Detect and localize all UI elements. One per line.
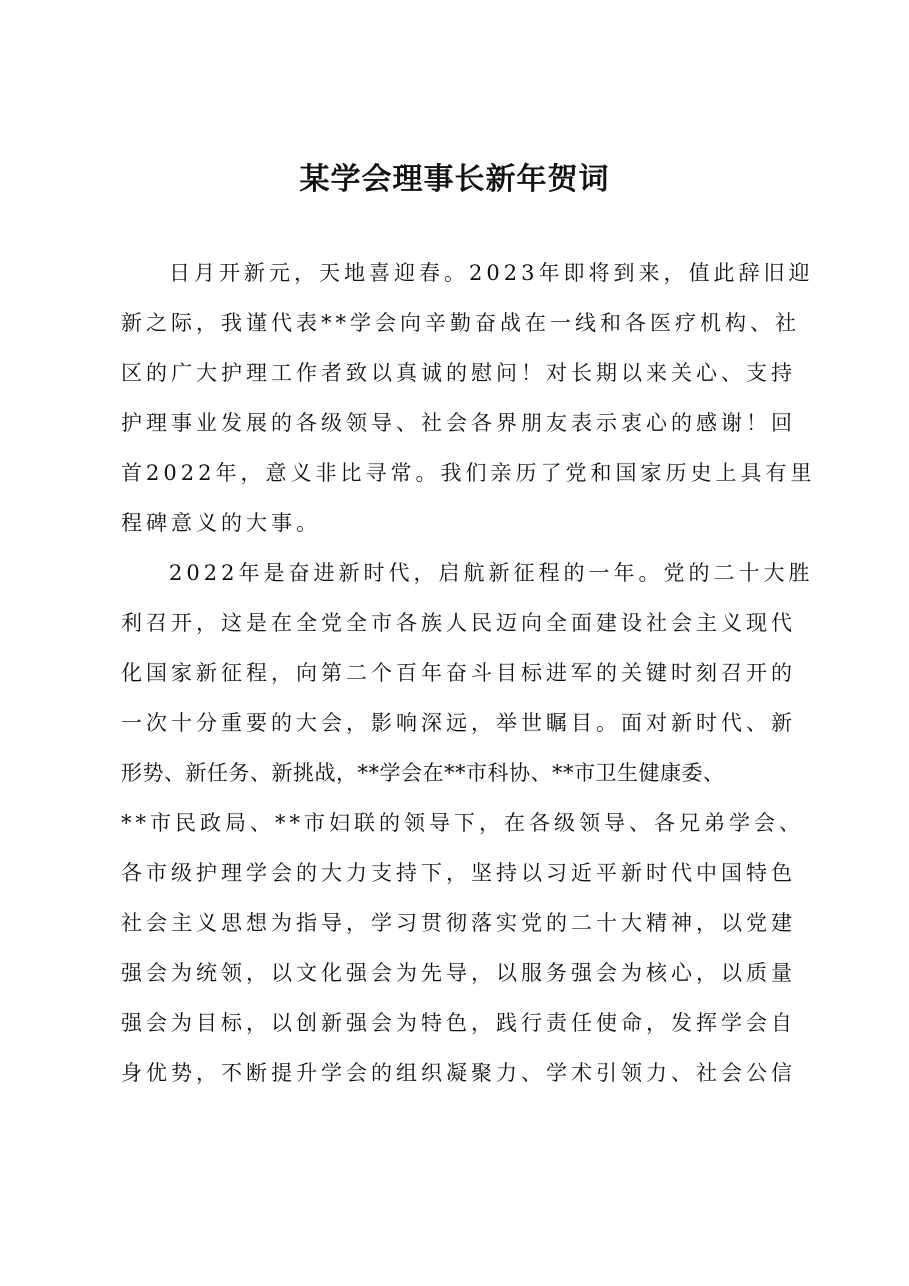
paragraph-1-line-4: 护理事业发展的各级领导、社会各界朋友表示衷心的感谢！回 xyxy=(121,411,796,435)
paragraph-1-line-2: 新之际，我谨代表**学会向辛勤奋战在一线和各医疗机构、社 xyxy=(121,311,800,335)
paragraph-2-line-6: **市民政局、**市妇联的领导下，在各级领导、各兄弟学会、 xyxy=(121,811,804,835)
paragraph-2-line-3: 化国家新征程，向第二个百年奋斗目标进军的关键时刻召开的 xyxy=(121,661,796,685)
document-title: 某学会理事长新年贺词 xyxy=(299,162,610,197)
paragraph-2-line-7: 各市级护理学会的大力支持下，坚持以习近平新时代中国特色 xyxy=(121,861,796,885)
paragraph-1 xyxy=(121,248,816,548)
paragraph-1-line-1: 日月开新元，天地喜迎春。2023年即将到来，值此辞旧迎 xyxy=(169,261,814,285)
paragraph-1-line-5: 首2022年，意义非比寻常。我们亲历了党和国家历史上具有里 xyxy=(121,461,816,485)
paragraph-2-line-9: 强会为统领，以文化强会为先导，以服务强会为核心，以质量 xyxy=(121,961,796,985)
paragraph-2-line-1: 2022年是奋进新时代，启航新征程的一年。党的二十大胜 xyxy=(169,561,814,585)
paragraph-2-line-2: 利召开，这是在全党全市各族人民迈向全面建设社会主义现代 xyxy=(121,611,796,635)
paragraph-1-line-3: 区的广大护理工作者致以真诚的慰问！对长期以来关心、支持 xyxy=(121,361,796,385)
paragraph-2 xyxy=(121,548,814,1098)
paragraph-2-line-11: 身优势，不断提升学会的组织凝聚力、学术引领力、社会公信 xyxy=(121,1061,796,1085)
paragraph-2-line-5: 形势、新任务、新挑战，**学会在**市科协、**市卫生健康委、 xyxy=(121,761,725,785)
document-body xyxy=(121,248,816,1098)
paragraph-1-line-6: 程碑意义的大事。 xyxy=(121,511,321,535)
paragraph-2-line-10: 强会为目标，以创新强会为特色，践行责任使命，发挥学会自 xyxy=(121,1011,796,1035)
paragraph-2-line-4: 一次十分重要的大会，影响深远，举世瞩目。面对新时代、新 xyxy=(121,711,796,735)
paragraph-2-line-8: 社会主义思想为指导，学习贯彻落实党的二十大精神，以党建 xyxy=(121,911,796,935)
